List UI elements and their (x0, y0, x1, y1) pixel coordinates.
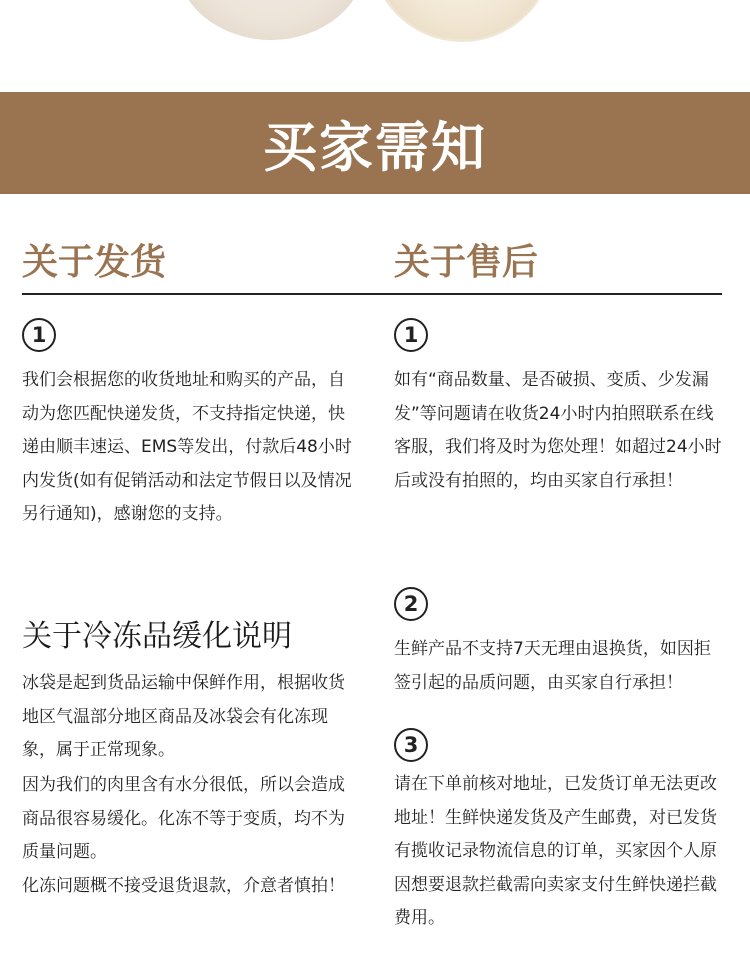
title-banner (0, 92, 750, 194)
plate-left (176, 0, 366, 40)
aftersale-number-badge-2: 2 (394, 587, 428, 621)
frozen-text-3: 化冻问题概不接受退货退款，介意者慎拍！ (22, 876, 345, 896)
frozen-text-2: 因为我们的肉里含有水分很低，所以会造成商品很容易缓化。化冻不等于变质，均不为质量问题。 (22, 775, 345, 862)
shipping-number-badge: 1 (22, 318, 56, 352)
aftersale-text-2: 生鲜产品不支持7天无理由退换货，如因拒签引起的品质问题，由买家自行承担！ (394, 639, 711, 693)
shipping-text: 我们会根据您的收货地址和购买的产品，自动为您匹配快递发货，不支持指定快递，快递由顺丰速运、EMS等发出，付款后48小时内发货(如有促销活动和法定节假日以及情况另行通知)，感谢您的支持。 (22, 370, 352, 524)
product-photo (0, 0, 750, 92)
aftersale-number-badge-1: 1 (394, 318, 428, 352)
banner-title: 买家需知 (263, 115, 487, 179)
section-divider (22, 293, 722, 295)
frozen-text-1: 冰袋是起到货品运输中保鲜作用，根据收货地区气温部分地区商品及冰袋会有化冻现象，属于正常现象。 (22, 673, 345, 760)
shipping-heading: 关于发货 (22, 242, 167, 283)
frozen-heading: 关于冷冻品缓化说明 (22, 619, 292, 654)
aftersale-heading: 关于售后 (394, 242, 539, 283)
aftersale-number-badge-3: 3 (394, 728, 428, 762)
plate-right (372, 0, 552, 40)
aftersale-text-1: 如有“商品数量、是否破损、变质、少发漏发”等问题请在收货24小时内拍照联系在线客服，我们将及时为您处理！如超过24小时后或没有拍照的，均由买家自行承担！ (394, 370, 722, 491)
aftersale-text-3: 请在下单前核对地址，已发货订单无法更改地址！生鲜快递发货及产生邮费，对已发货有揽收记录物流信息的订单，买家因个人原因想要退款拦截需向卖家支付生鲜快递拦截费用。 (394, 774, 717, 928)
